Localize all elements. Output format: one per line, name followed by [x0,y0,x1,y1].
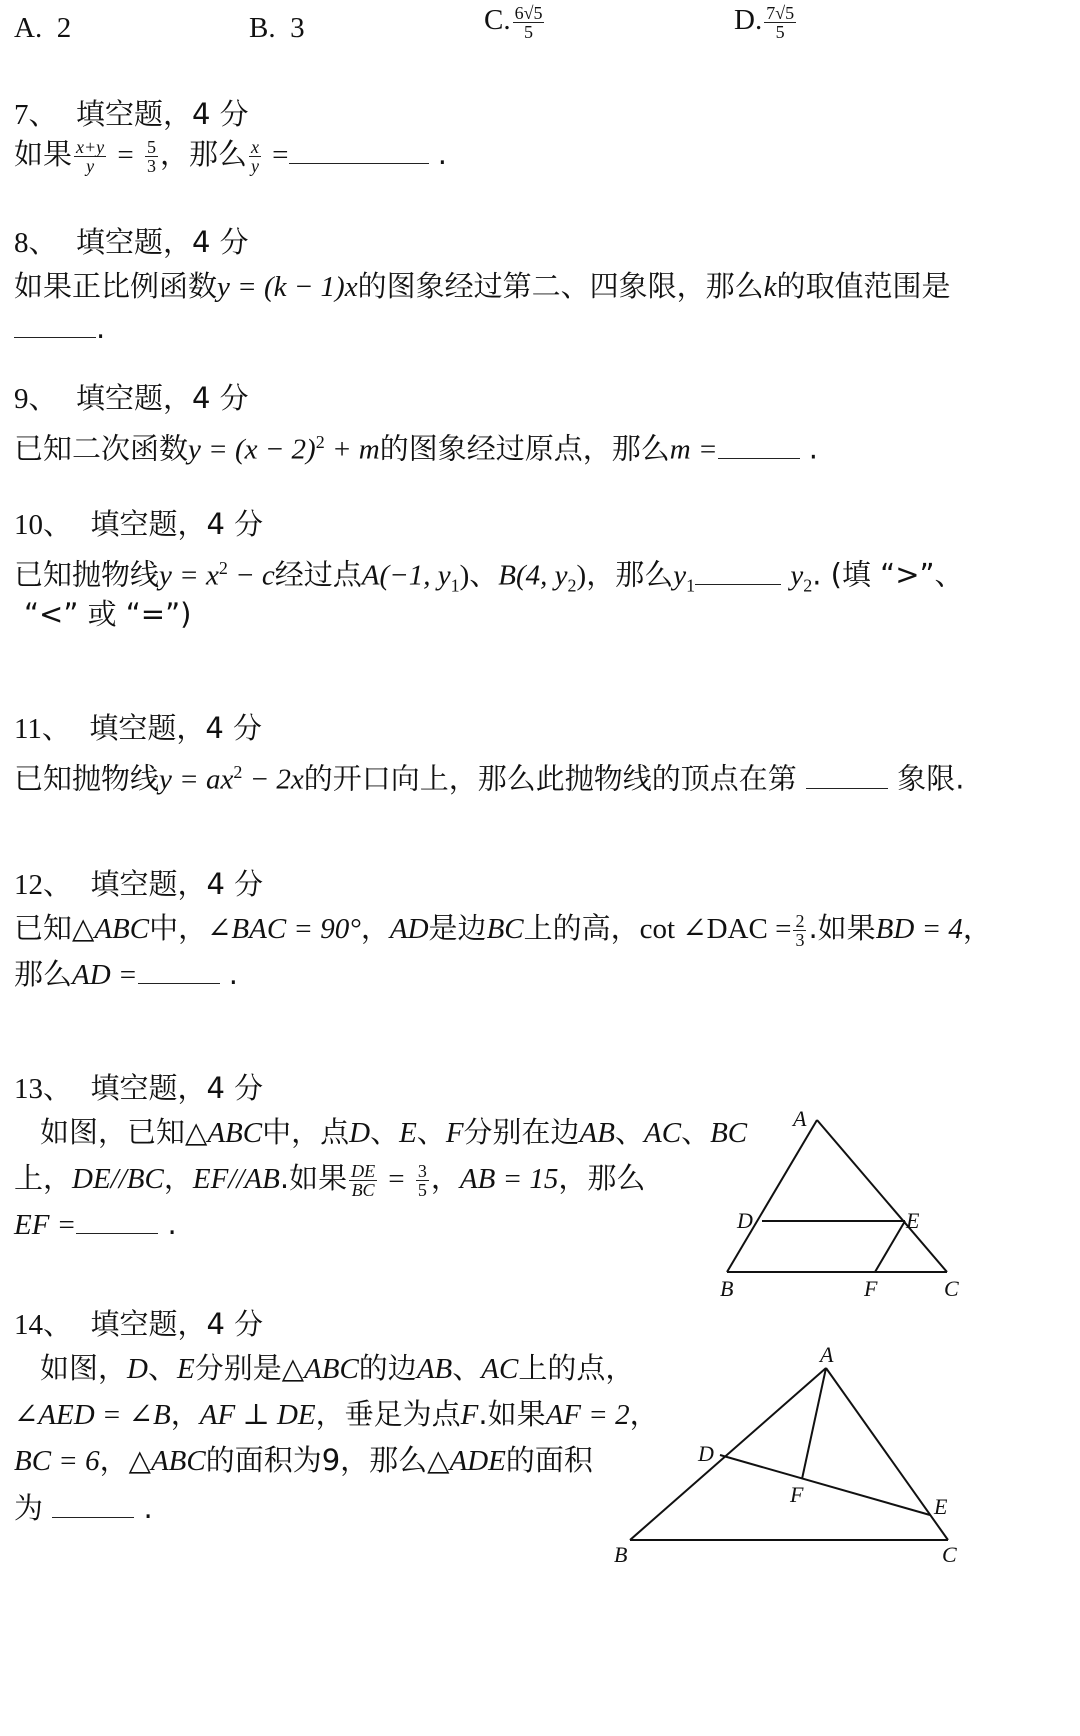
q13-label-f: F [864,1276,878,1301]
q13-label-a: A [793,1106,807,1131]
question-13-body-line-2: 上，DE//BC，EF//AB.如果 $\frac{DE}{BC}$ = $\frac{3}{5}$ ，AB = 15，那么 [14,1160,646,1200]
question-11-header: 11、 填空题，4 分 [14,711,263,745]
question-11-body: 已知抛物线$y = ax^2 - 2x$的开口向上，那么此抛物线的顶点在第 象限. [14,761,965,796]
option-b: B. 3 [249,12,305,44]
question-10-body-line-2: “<” 或 “=”) [24,597,192,631]
q12-answer-blank[interactable] [138,957,220,984]
option-d-fraction: $\frac{7√5}{5}$ [766,3,795,42]
q9-answer-blank[interactable] [718,432,800,459]
question-14-body-line-2: ∠AED = ∠B，AF ⊥ DE，垂足为点F.如果AF = 2， [14,1397,659,1431]
question-12-body-line-2: 那么AD = . [14,957,238,991]
q14-label-b: B [614,1542,628,1567]
question-13-body-line-1: 如图，已知△ABC中，点D、E、F分别在边AB、AC、BC [40,1115,748,1149]
q8-answer-blank[interactable] [14,311,96,338]
q13-fraction-2: $\frac{3}{5}$ [417,1160,427,1200]
q14-segment-de [720,1455,930,1515]
question-8-header: 8、 填空题，4 分 [14,225,249,259]
q13-segment-ef [875,1221,905,1272]
q14-label-c: C [942,1542,957,1567]
q14-label-f: F [790,1482,804,1507]
question-10-body: 已知抛物线$y = x^2 - c$经过点A(−1, $y_1$)、B(4, $y_2$)，那么$y_1$ $y_2$. (填 “>”、 [14,557,964,596]
q10-answer-blank[interactable] [695,558,781,585]
q13-label-e: E [906,1208,920,1233]
q14-label-e: E [934,1494,948,1519]
q14-answer-blank[interactable] [52,1491,134,1518]
q7-answer-blank[interactable] [289,137,429,164]
question-13-body-line-3: EF = . [14,1207,177,1241]
question-8-body: 如果正比例函数y = (k − 1)x的图象经过第二、四象限，那么k的取值范围是 [14,269,951,303]
q7-fraction-1: $\frac{x+y}{y}$ [76,136,105,176]
q14-label-d: D [698,1441,714,1466]
q13-triangle-figure [700,1100,980,1320]
question-10-header: 10、 填空题，4 分 [14,507,264,541]
question-14-header: 14、 填空题，4 分 [14,1307,264,1341]
q13-answer-blank[interactable] [76,1207,158,1234]
q14-label-a: A [820,1342,834,1367]
question-12-body: 已知△ABC中，∠BAC = 90°，AD是边BC上的高，cot ∠DAC = $\frac{2}{3}$ .如果BD = 4， [14,910,992,950]
q13-side-ac [817,1120,947,1272]
q14-side-ab [630,1368,826,1540]
q13-label-d: D [737,1208,753,1233]
option-a: A. 2 [14,12,72,44]
q7-fraction-3: $\frac{x}{y}$ [250,136,259,176]
q7-fraction-2: $\frac{5}{3}$ [146,136,156,176]
q13-label-c: C [944,1276,959,1301]
q13-side-ab [727,1120,817,1272]
question-9-body: 已知二次函数$y = (x - 2)^2 + m$的图象经过原点，那么m = . [14,431,818,466]
q13-fraction-1: $\frac{DE}{BC}$ [351,1160,376,1200]
option-d: D. $\frac{7√5}{5}$ [734,3,795,42]
option-c: C. $\frac{6√5}{5}$ [484,3,543,42]
question-14-body-line-1: 如图，D、E分别是△ABC的边AB、AC上的点， [40,1351,635,1385]
question-14-body-line-4: 为 . [14,1491,153,1525]
question-13-header: 13、 填空题，4 分 [14,1071,264,1105]
q14-triangle-figure [600,1340,980,1736]
question-9-header: 9、 填空题，4 分 [14,381,249,415]
question-8-answer-line: . [14,308,105,348]
q12-fraction: $\frac{2}{3}$ [795,910,805,950]
option-c-fraction: $\frac{6√5}{5}$ [514,3,543,42]
q11-answer-blank[interactable] [806,762,888,789]
question-14-body-line-3: BC = 6，△ABC的面积为9，那么△ADE的面积 [14,1443,593,1477]
question-12-header: 12、 填空题，4 分 [14,867,264,901]
question-7-header: 7、 填空题，4 分 [14,97,249,131]
q13-label-b: B [720,1276,734,1301]
question-7-body: 如果 $\frac{x+y}{y}$ = $\frac{5}{3}$ ，那么 $\frac{x}{y}$ = . [14,136,447,176]
